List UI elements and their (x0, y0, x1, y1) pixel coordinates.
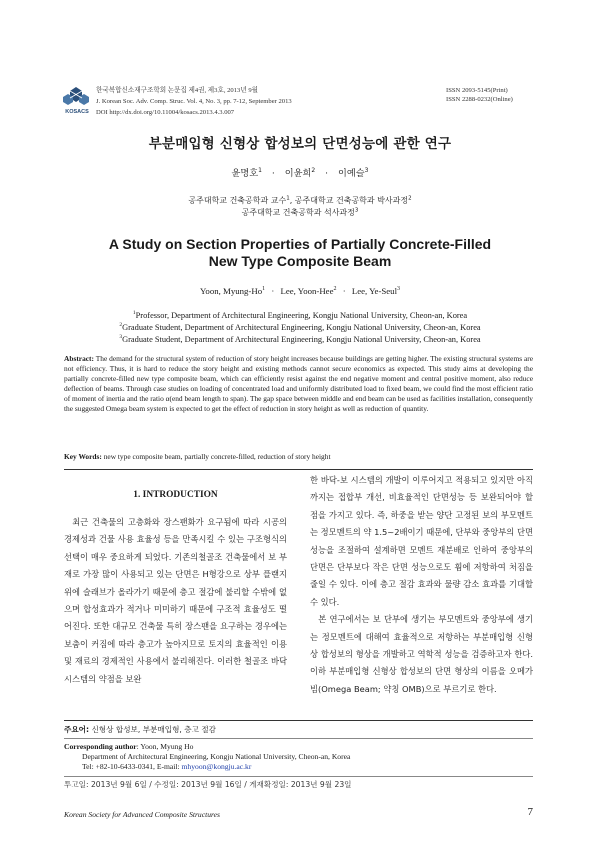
author-kr-2-sup: 2 (311, 166, 316, 174)
author-en-1: Yoon, Myung-Ho (199, 286, 263, 296)
abstract-label: Abstract: (64, 354, 94, 363)
authors-en: Yoon, Myung-Ho$^1$ · Lee, Yoon-Hee$^2$ · Lee, Ye-Seul$^3$ (199, 286, 401, 296)
keywords-text: new type composite beam, partially concrete-filled, reduction of story height (103, 452, 331, 461)
right-column (310, 472, 533, 698)
corresponding-contact: Tel: +82-10-6433-0341, E-mail: mhyoon@kongju.ac.kr (82, 762, 252, 771)
section-heading: 1. INTRODUCTION (133, 490, 218, 500)
corresponding-author-label: Corresponding author (64, 742, 137, 751)
logo-icon (62, 86, 90, 108)
logo-text: KOSACS (65, 109, 89, 115)
title-en (0, 236, 600, 270)
email-link[interactable]: mhyoon@kongju.ac.kr (181, 762, 252, 771)
author-kr-1: 윤명호 (231, 168, 259, 179)
affil-kr-line2: 공주대학교 건축공학과 석사과정$^3$ (241, 207, 359, 217)
keywords-kr-text: 신형상 합성보, 부분매입형, 층고 절감 (91, 725, 216, 734)
affil-en-1: $^1$Professor, Department of Architectural Engineering, Kongju National University, Cheon-an, Korea (132, 310, 468, 320)
left-column (64, 514, 287, 688)
corresponding-author-name: : Yoon, Myung Ho (136, 742, 194, 751)
abstract (64, 354, 533, 413)
society-footer: Korean Society for Advanced Composite Structures (64, 810, 220, 819)
right-column-paragraph-2: 본 연구에서는 보 단부에 생기는 부모멘트와 중앙부에 생기는 정모멘트에 대해여 효율적으로 저항하는 부분매입형 신형상 합성보의 형상을 개발하고 역학적 성능을 검증하고자 한다. 이하 부분매입형 신형상 합성보의 단면 형상의 이름을 오메가빔(Omega Beam; 약칭 OMB)으로 부르기로 한다. (310, 614, 533, 694)
doi: DOI http://dx.doi.org/10.11004/kosacs.2013.4.3.007 (96, 109, 235, 116)
author-kr-1-sup: 1 (258, 166, 262, 174)
journal-kr: 한국복합신소재구조학회 논문집 제4권, 제3호, 2013년 9월 (96, 87, 259, 94)
divider-footer (64, 720, 533, 721)
keywords (64, 452, 533, 462)
author-kr-3: 이예슬 (338, 168, 365, 179)
title-kr: 부분매입형 신형상 합성보의 단면성능에 관한 연구 (148, 136, 452, 152)
corresponding-author (64, 742, 193, 752)
divider-footer-2 (64, 738, 533, 739)
affil-en-2: $^2$Graduate Student, Department of Architectural Engineering, Kongju National University, Cheon-an, Korea (119, 322, 481, 332)
issn-print: ISSN 2093-5145(Print) (446, 87, 508, 94)
author-en-2: Lee, Yoon-Hee (280, 286, 334, 296)
keywords-kr (64, 725, 216, 735)
author-kr-2: 이윤희 (284, 168, 312, 179)
corresponding-dept: Department of Architectural Engineering, Kongju National University, Cheon-an, Korea (82, 752, 351, 761)
submission-dates: 투고일: 2013년 9월 6일 / 수정일: 2013년 9월 16일 / 게재확정일: 2013년 9월 23일 (64, 780, 352, 789)
author-en-3: Lee, Ye-Seul (351, 286, 398, 296)
issn-online: ISSN 2288-0232(Online) (446, 96, 513, 103)
divider-footer-3 (64, 776, 533, 777)
keywords-kr-label: 주요어: (64, 725, 90, 734)
journal-en: J. Korean Soc. Adv. Comp. Struc. Vol. 4, No. 3, pp. 7-12, September 2013 (96, 98, 292, 105)
title-en-line1: A Study on Section Properties of Partially Concrete-Filled (108, 236, 492, 252)
authors-kr: 윤명호$^1$ · 이윤희$^2$ · 이예슬$^3$ (231, 166, 369, 179)
affil-en-3: $^3$Graduate Student, Department of Architectural Engineering, Kongju National University, Cheon-an, Korea (119, 334, 481, 344)
title-en-line2: New Type Composite Beam (208, 253, 392, 269)
keywords-label: Key Words: (64, 452, 102, 461)
abstract-text: The demand for the structural system of reduction of story height increases because buildings are getting higher. The existing structural systems are not efficiency. Thus, it is hard to reduce the story height and existing methods cannot secure economics as expected. This study aims at developing the partially concrete-filled new type composite beam, which can efficiently resist against the end negative moment and central positive moment, also reduce deflection of beams. Through case studies on loading of concentrated load and uniformly distributed load to fixed beam, we could find the most efficient ratio of moment of inertia and the ratio α(end beam length to span). The gap space between middle and end beam can be used as facilities installation, consequently the suggested Omega beam system is expected to get the effect of reduction in story height as well as reduction of quantity. (64, 354, 533, 413)
divider-top (64, 469, 533, 470)
left-column-paragraph: 최근 건축물의 고층화와 장스팬화가 요구됨에 따라 시공의 경제성과 건물 사용 효율성 등을 만족시킬 수 있는 구조형식의 선택이 매우 중요하게 되었다. 기존의철골조 건축물에서 보 부재로 가장 많이 사용되고 있는 단면은 H형강으로 상부 플랜지 위에 슬래브가 올라가기 때문에 층고 절감에 불리할 수밖에 없으며 합성효과가 적거나 미미하기 때문에 구조적 효율성도 떨어진다. 또한 대규모 건축물 특히 장스팬을 요구하는 경우에는 보춤이 커짐에 따라 층고가 높아지므로 토지의 효율적인 이용 및 재료의 경제적인 사용에서 불리해진다. 이러한 철골조 바닥시스템의 약점을 보완 (64, 517, 287, 684)
page-number: 7 (527, 806, 533, 818)
author-kr-3-sup: 3 (364, 166, 369, 174)
affil-kr-line1: 공주대학교 건축공학과 교수$^1$, 공주대학교 건축공학과 박사과정$^2$ (188, 195, 412, 205)
journal-logo (62, 86, 90, 108)
right-column-paragraph-1: 한 바닥-보 시스템의 개발이 이루어지고 적용되고 있지만 아직까지는 접합부 개선, 비효율적인 단면성능 등 보완되어야 할 점을 가지고 있다. 즉, 하중을 받는 양단 고정된 보의 부모멘트는 정모멘트의 약 1.5~2배이기 때문에, 단부와 중앙부의 단면성능을 조절하여 설계하면 모멘트 재분배로 인하여 중앙부의 단면은 단부보다 작은 단면 성능으로도 휨에 저항하여 처짐을 줄일 수 있다. 이에 층고 절감 효과와 물량 감소 효과를 기대할 수 있다. (310, 475, 533, 607)
